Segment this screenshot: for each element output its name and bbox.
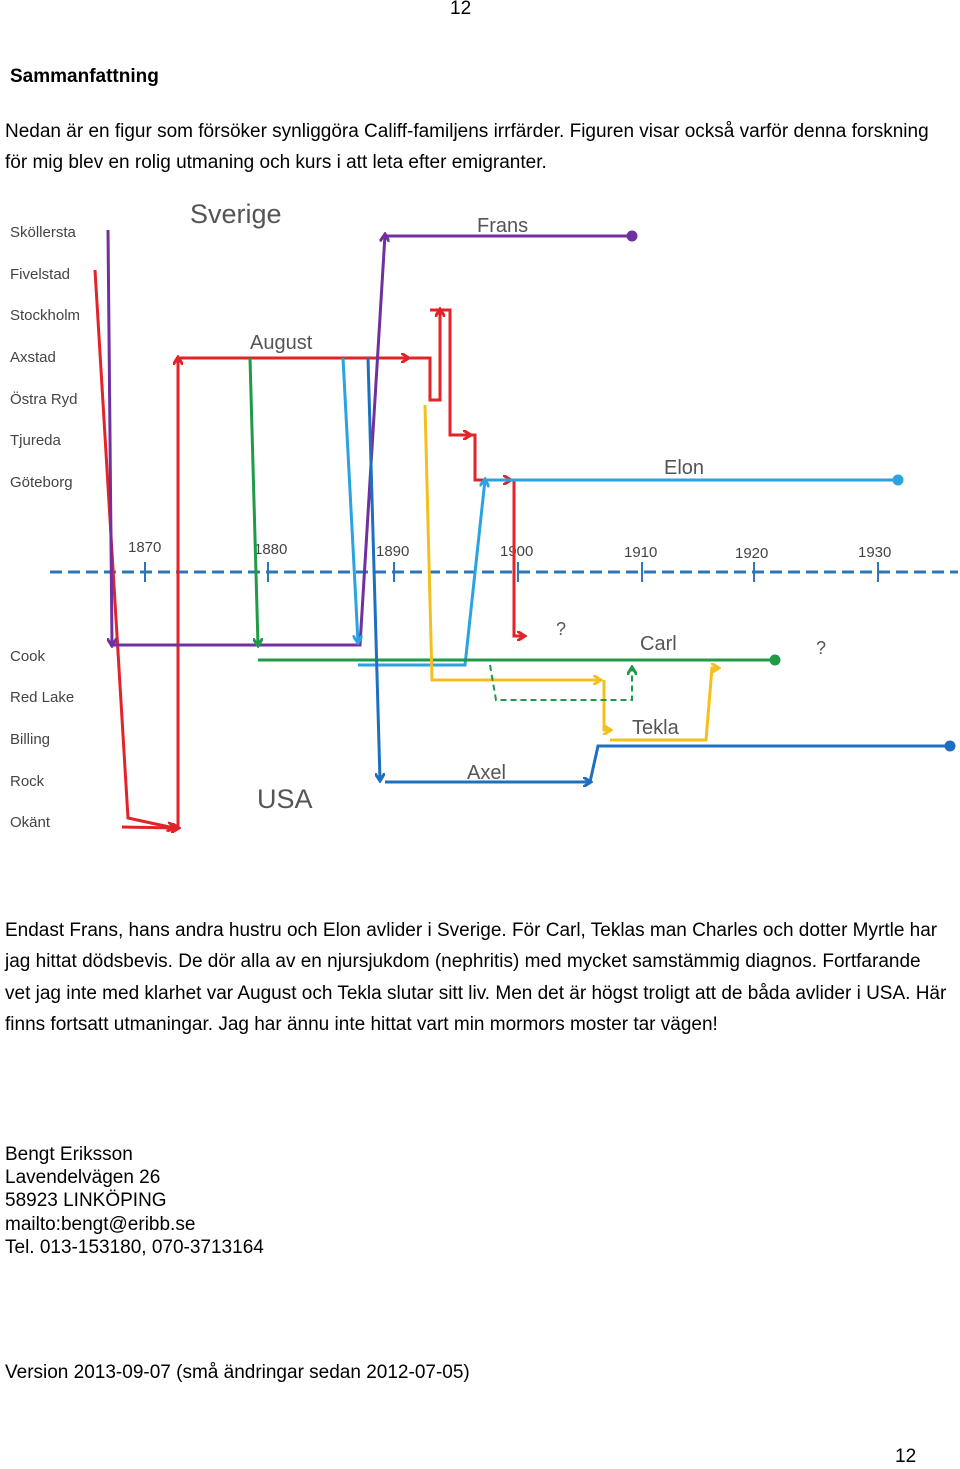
intro-paragraph: Nedan är en figur som försöker synliggöra Califf-familjens irrfärder. Figuren visar också varför denna forskning för mig blev en rolig utmaning och kurs i att leta efter emigranter. [5, 121, 929, 173]
person-label-elon: Elon [664, 457, 705, 479]
year-label: 1920 [735, 545, 769, 562]
yellow-path-mid [604, 680, 610, 730]
year-label: 1900 [500, 543, 534, 560]
section-heading: Sammanfattning [10, 66, 159, 87]
person-label-frans: Frans [477, 215, 529, 237]
person-label-august: August [250, 332, 313, 354]
place-label: Axstad [10, 349, 56, 366]
place-label: Red Lake [10, 689, 75, 706]
year-label: 1930 [858, 544, 892, 561]
body-paragraph: Endast Frans, hans andra hustru och Elon avlider i Sverige. För Carl, Teklas man Charles och dotter Myrtle har jag hittat dödsbevis. De dör alla av en njursjukdom (nephritis) med mycket samstämmig diagnos. Fortfarande vet jag inte med klarhet var August och Tekla slutar sitt liv. Men det är högst troligt att de båda avlider i USA. Här finns fortsatt utmaningar. Jag har ännu inte hittat vart min mormors moster tar vägen! [5, 920, 947, 1035]
lightblue-path-end [894, 476, 902, 484]
person-label-carl: Carl [640, 633, 677, 655]
address-phone: Tel. 013-153180, 070-3713164 [5, 1236, 264, 1258]
place-label: Rock [10, 773, 45, 790]
purple-paths [108, 230, 636, 645]
year-labels [128, 539, 891, 562]
page-number-top: 12 [450, 0, 472, 19]
year-label: 1890 [376, 543, 410, 560]
unknown-mark-green: ? [816, 638, 827, 658]
region-label-sweden: Sverige [190, 199, 282, 229]
year-label: 1870 [128, 539, 162, 556]
migration-figure [0, 190, 960, 850]
place-label: Tjureda [10, 432, 61, 449]
green-path-down [250, 358, 258, 645]
place-label: Fivelstad [10, 266, 71, 283]
address-street: Lavendelvägen 26 [5, 1167, 161, 1189]
place-label: Okänt [10, 814, 51, 831]
place-label: Östra Ryd [10, 391, 78, 408]
year-label: 1880 [254, 541, 288, 558]
purple-path-down [108, 230, 112, 645]
green-dashed [490, 665, 632, 700]
lightblue-path-down [343, 358, 358, 642]
place-label: Sköllersta [10, 224, 76, 241]
red-path-ost-ryd [410, 310, 440, 400]
blue-path-end [946, 742, 954, 750]
blue-path-up [590, 746, 950, 782]
address-name: Bengt Eriksson [5, 1144, 133, 1165]
green-path-end [771, 656, 779, 664]
address-city: 58923 LINKÖPING [5, 1190, 167, 1212]
place-label: Stockholm [10, 307, 81, 324]
unknown-mark-red: ? [556, 619, 567, 639]
person-label-tekla: Tekla [632, 717, 679, 739]
person-label-axel: Axel [467, 762, 506, 784]
version-line: Version 2013-09-07 (små ändringar sedan 2012-07-05) [5, 1362, 470, 1383]
place-label: Cook [10, 648, 46, 665]
place-label: Billing [10, 731, 51, 748]
purple-path-end [628, 232, 636, 240]
places-sweden [10, 224, 80, 491]
year-label: 1910 [624, 544, 658, 561]
place-label: Göteborg [10, 474, 73, 491]
red-path-okant [122, 827, 178, 828]
person-labels [250, 215, 826, 784]
page-number-bottom: 12 [895, 1446, 917, 1467]
address-block [5, 1143, 264, 1259]
red-path-goteborg [470, 435, 510, 480]
purple-path-return [110, 235, 385, 645]
address-email[interactable]: mailto:bengt@eribb.se [5, 1213, 196, 1235]
red-path-tjureda [430, 310, 470, 435]
region-label-usa: USA [257, 784, 313, 814]
green-dashed-path [490, 665, 632, 700]
places-usa [10, 648, 74, 831]
